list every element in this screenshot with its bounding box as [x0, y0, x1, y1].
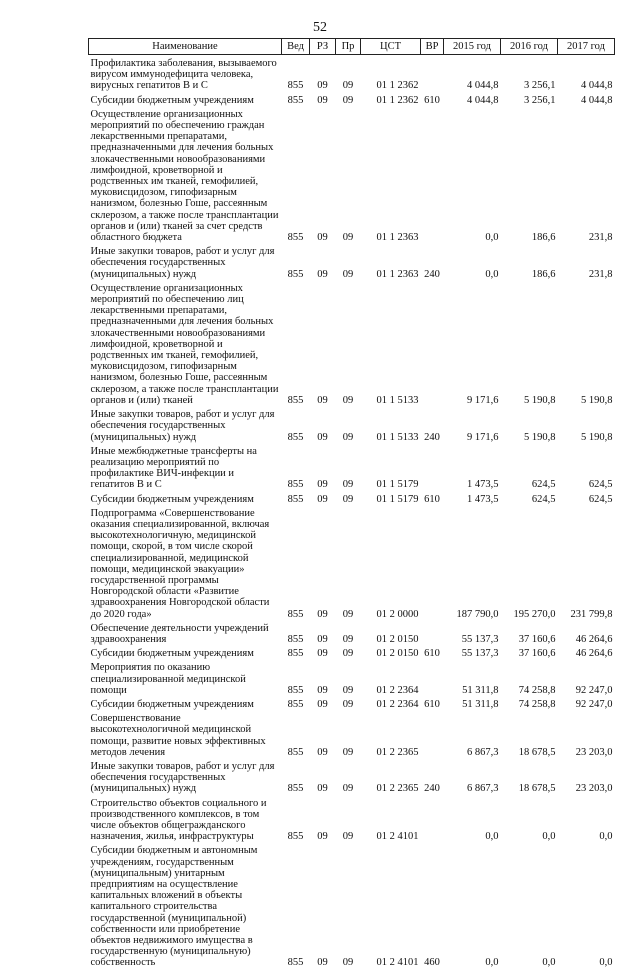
cell-y2016: 624,5 [531, 479, 556, 491]
cell-pr: 09 [342, 648, 354, 660]
cell-rz: 09 [317, 633, 328, 645]
cell-pr: 09 [342, 431, 354, 443]
cell-y2017: 92 247,0 [575, 698, 613, 710]
cell-cst: 01 1 5133 [376, 394, 419, 406]
cell-vr: 240 [424, 268, 440, 280]
cell-y2017: 23 203,0 [575, 746, 613, 758]
cell-ved: 855 [287, 94, 304, 106]
cell-rz: 09 [317, 394, 328, 406]
cell-y2015: 51 311,8 [462, 684, 499, 696]
cell-y2016: 0,0 [542, 957, 556, 969]
cell-y2016: 74 258,8 [518, 684, 556, 696]
cell-pr: 09 [342, 746, 354, 758]
header-rz: РЗ [310, 39, 336, 55]
cell-y2016: 37 160,6 [518, 648, 556, 660]
cell-y2015: 55 137,3 [461, 633, 499, 645]
cell-pr: 09 [342, 783, 354, 795]
cell-y2017: 46 264,6 [575, 633, 613, 645]
cell-pr: 09 [342, 479, 354, 491]
cell-y2016: 0,0 [542, 831, 556, 843]
cell-y2017: 92 247,0 [575, 684, 613, 696]
cell-name: Субсидии бюджетным и автономным учреждениям, государственным (муниципальным) унитарным предприятиям на осуществление капитальных вложений в объекты капитального строительства государственной (муниципальной) собственности или приобретение объектов недвижимого имущества в государственную (муниципальную) собственность [90, 845, 258, 969]
cell-y2015: 1 473,5 [467, 479, 499, 491]
cell-rz: 09 [317, 80, 328, 92]
cell-y2017: 0,0 [599, 831, 613, 843]
cell-rz: 09 [317, 648, 328, 660]
cell-y2016: 5 190,8 [524, 394, 556, 406]
cell-rz: 09 [317, 608, 328, 620]
table-row [89, 280, 615, 406]
cell-y2015: 6 867,3 [467, 783, 499, 795]
cell-y2015: 0,0 [485, 957, 499, 969]
cell-ved: 855 [287, 698, 304, 710]
cell-name: Подпрограмма «Совершенствование оказания специализированной, включая высокотехнологичную, медицинской помощи, скорой, в том числе скорой специализированной, медицинской помощи, медицинской эвакуации» государственной программы Новгородской области «Развитие здравоохранения Новгородской области до 2020 года» [90, 507, 270, 620]
table-row [89, 620, 615, 645]
cell-y2017: 231 799,8 [570, 608, 613, 620]
cell-ved: 855 [287, 957, 304, 969]
header-vr: ВР [421, 39, 444, 55]
cell-name: Субсидии бюджетным учреждениям [90, 493, 254, 505]
cell-name: Иные закупки товаров, работ и услуг для обеспечения государственных (муниципальных) нужд [90, 409, 275, 443]
cell-name: Профилактика заболевания, вызываемого вирусом иммунодефицита человека, вирусных гепатитов В и С [90, 58, 277, 92]
cell-y2015: 9 171,6 [467, 394, 499, 406]
cell-vr: 610 [424, 648, 440, 660]
cell-pr: 09 [342, 684, 354, 696]
page-number: 52 [313, 20, 327, 35]
cell-y2016: 186,6 [531, 268, 556, 280]
table-row [89, 659, 615, 696]
cell-pr: 09 [342, 493, 354, 505]
cell-name: Субсидии бюджетным учреждениям [90, 94, 254, 106]
cell-cst: 01 2 2364 [376, 698, 419, 710]
cell-pr: 09 [342, 698, 354, 710]
table-row [89, 645, 615, 659]
cell-y2015: 9 171,6 [467, 431, 499, 443]
cell-rz: 09 [317, 479, 328, 491]
header-ved: Вед [282, 39, 310, 55]
cell-name: Мероприятия по оказанию специализированной медицинской помощи [90, 662, 246, 696]
cell-y2016: 18 678,5 [518, 746, 556, 758]
cell-y2016: 624,5 [531, 493, 556, 505]
table-row [89, 758, 615, 795]
cell-name: Совершенствование высокотехнологичной медицинской помощи, развитие новых эффективных методов лечения [90, 713, 266, 758]
cell-ved: 855 [287, 783, 304, 795]
cell-cst: 01 2 2365 [376, 783, 419, 795]
cell-ved: 855 [287, 746, 304, 758]
cell-y2017: 231,8 [588, 232, 613, 244]
cell-ved: 855 [287, 633, 304, 645]
table-row [89, 243, 615, 280]
cell-pr: 09 [342, 232, 354, 244]
table-row [89, 406, 615, 443]
cell-vr: 240 [424, 783, 440, 795]
cell-ved: 855 [287, 479, 304, 491]
table-row [89, 505, 615, 620]
cell-pr: 09 [342, 394, 354, 406]
cell-y2015: 4 044,8 [467, 80, 499, 92]
cell-y2015: 55 137,3 [461, 648, 499, 660]
cell-cst: 01 2 0150 [376, 633, 419, 645]
header-2016: 2016 год [501, 39, 558, 55]
cell-cst: 01 1 5179 [376, 479, 419, 491]
cell-y2016: 186,6 [531, 232, 556, 244]
cell-vr [421, 106, 444, 243]
cell-y2016: 18 678,5 [518, 783, 556, 795]
header-pr: Пр [336, 39, 361, 55]
cell-y2017: 231,8 [588, 268, 613, 280]
cell-y2017: 624,5 [588, 493, 613, 505]
cell-name: Осуществление организационных мероприятий по обеспечению граждан лекарственными препаратами, предназначенными для лечения больных злокачественными новообразованиями лимфоидной, кроветворной и родственных им тканей, гемофилией, муковисцидозом, гипофизарным нанизмом, болезнью Гоше, рассеянным склерозом, а также после трансплантации органов и (или) тканей за счет средств областного бюджета [90, 108, 279, 244]
cell-vr: 610 [424, 698, 440, 710]
cell-cst: 01 1 5179 [376, 493, 419, 505]
cell-vr [421, 710, 444, 758]
cell-y2017: 0,0 [599, 957, 613, 969]
cell-rz: 09 [317, 493, 328, 505]
cell-y2015: 0,0 [485, 232, 499, 244]
cell-rz: 09 [317, 94, 328, 106]
cell-ved: 855 [287, 431, 304, 443]
cell-ved: 855 [287, 684, 304, 696]
cell-rz: 09 [317, 957, 328, 969]
cell-cst: 01 2 4101 [376, 957, 419, 969]
cell-pr: 09 [342, 831, 354, 843]
cell-pr: 09 [342, 608, 354, 620]
cell-y2017: 624,5 [588, 479, 613, 491]
cell-rz: 09 [317, 698, 328, 710]
table-row [89, 491, 615, 505]
table-row [89, 842, 615, 968]
cell-cst: 01 1 2363 [376, 268, 419, 280]
cell-y2016: 3 256,1 [524, 80, 556, 92]
cell-ved: 855 [287, 831, 304, 843]
cell-pr: 09 [342, 268, 354, 280]
cell-vr [421, 443, 444, 491]
table-row [89, 696, 615, 710]
cell-y2015: 51 311,8 [462, 698, 499, 710]
cell-pr: 09 [342, 80, 354, 92]
cell-cst: 01 2 4101 [376, 831, 419, 843]
cell-vr: 610 [424, 94, 440, 106]
cell-vr: 460 [424, 957, 440, 969]
cell-pr: 09 [342, 957, 354, 969]
cell-ved: 855 [287, 493, 304, 505]
cell-name: Субсидии бюджетным учреждениям [90, 648, 254, 660]
cell-cst: 01 2 0000 [376, 608, 419, 620]
budget-table [88, 38, 615, 969]
cell-cst: 01 1 2362 [376, 94, 419, 106]
cell-y2017: 4 044,8 [581, 80, 613, 92]
cell-name: Обеспечение деятельности учреждений здравоохранения [90, 622, 269, 645]
cell-ved: 855 [287, 268, 304, 280]
cell-y2016: 195 270,0 [513, 608, 556, 620]
cell-name: Субсидии бюджетным учреждениям [90, 698, 254, 710]
cell-cst: 01 2 2365 [376, 746, 419, 758]
cell-rz: 09 [317, 831, 328, 843]
cell-vr [421, 795, 444, 843]
cell-y2015: 0,0 [485, 831, 499, 843]
cell-vr [421, 620, 444, 645]
cell-vr [421, 659, 444, 696]
cell-ved: 855 [287, 394, 304, 406]
cell-cst: 01 2 0150 [376, 648, 419, 660]
cell-vr [421, 55, 444, 92]
table-row [89, 710, 615, 758]
cell-y2017: 23 203,0 [575, 783, 613, 795]
table-header-row [89, 39, 615, 55]
cell-pr: 09 [342, 633, 354, 645]
cell-name: Иные закупки товаров, работ и услуг для обеспечения государственных (муниципальных) нужд [90, 246, 275, 280]
header-2015: 2015 год [444, 39, 501, 55]
cell-y2015: 6 867,3 [467, 746, 499, 758]
cell-y2016: 3 256,1 [524, 94, 556, 106]
table-row [89, 92, 615, 106]
table-row [89, 106, 615, 243]
cell-rz: 09 [317, 431, 328, 443]
cell-cst: 01 1 2363 [376, 232, 419, 244]
header-cst: ЦСТ [361, 39, 421, 55]
cell-pr: 09 [342, 94, 354, 106]
cell-rz: 09 [317, 232, 328, 244]
cell-ved: 855 [287, 608, 304, 620]
cell-y2015: 1 473,5 [467, 493, 499, 505]
cell-y2017: 5 190,8 [581, 431, 613, 443]
cell-name: Иные закупки товаров, работ и услуг для обеспечения государственных (муниципальных) нужд [90, 760, 275, 795]
cell-y2016: 5 190,8 [524, 431, 556, 443]
cell-ved: 855 [287, 80, 304, 92]
cell-y2017: 4 044,8 [581, 94, 613, 106]
cell-rz: 09 [317, 268, 328, 280]
cell-y2016: 74 258,8 [518, 698, 556, 710]
table-row [89, 55, 615, 92]
cell-vr [421, 505, 444, 620]
cell-vr: 610 [424, 493, 440, 505]
cell-y2016: 37 160,6 [518, 633, 556, 645]
cell-y2015: 0,0 [485, 268, 499, 280]
cell-name: Строительство объектов социального и производственного комплексов, в том числе объектов общегражданского назначения, жилья, инфраструктуры [90, 797, 267, 843]
cell-y2017: 5 190,8 [581, 394, 613, 406]
cell-cst: 01 2 2364 [376, 684, 419, 696]
cell-y2017: 46 264,6 [575, 648, 613, 660]
cell-rz: 09 [317, 684, 328, 696]
table-row [89, 795, 615, 843]
cell-rz: 09 [317, 783, 328, 795]
cell-rz: 09 [317, 746, 328, 758]
cell-cst: 01 1 5133 [376, 431, 419, 443]
cell-name: Иные межбюджетные трансферты на реализацию мероприятий по профилактике ВИЧ-инфекции и гепатитов В и С [90, 445, 257, 491]
cell-ved: 855 [287, 232, 304, 244]
cell-y2015: 4 044,8 [467, 94, 499, 106]
cell-y2015: 187 790,0 [456, 608, 499, 620]
cell-vr: 240 [424, 431, 440, 443]
cell-ved: 855 [287, 648, 304, 660]
header-2017: 2017 год [558, 39, 615, 55]
cell-vr [421, 280, 444, 406]
header-name: Наименование [89, 39, 282, 55]
cell-name: Осуществление организационных мероприятий по обеспечению лиц лекарственными препаратами, предназначенными для лечения больных злокачественными новообразованиями лимфоидной, кроветворной и родственных им тканей, гемофилией, муковисцидозом, гипофизарным нанизмом, болезнью Гоше, рассеянным склерозом, а также после трансплантации органов и (или) тканей [90, 282, 279, 406]
table-row [89, 443, 615, 491]
cell-cst: 01 1 2362 [376, 80, 419, 92]
